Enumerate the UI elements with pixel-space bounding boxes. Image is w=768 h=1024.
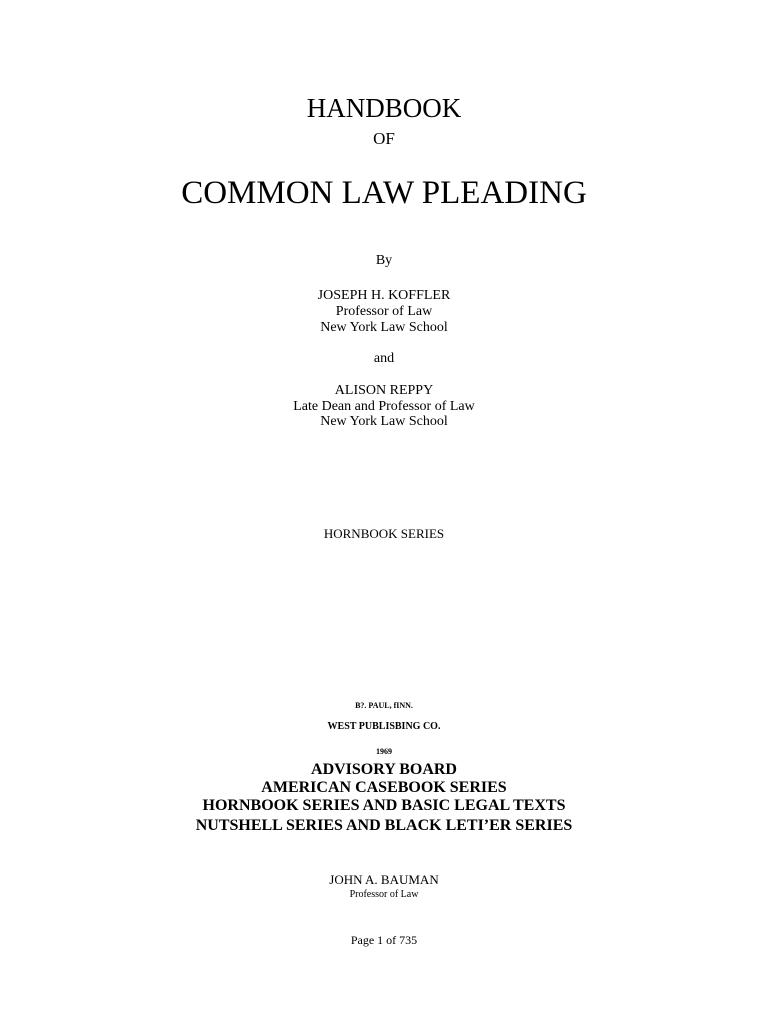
board-member-role: Professor of Law [349, 889, 419, 900]
author2-name: ALISON REPPY [334, 383, 434, 398]
series-label: HORNBOOK SERIES [323, 526, 445, 541]
and-label: and [373, 351, 395, 366]
author1-institution: New York Law School [320, 320, 448, 335]
advisory-line: HORNBOOK SERIES AND BASIC LEGAL TEXTS [202, 797, 566, 814]
main-title: COMMON LAW PLEADING [181, 175, 587, 211]
advisory-line: AMERICAN CASEBOOK SERIES [261, 779, 507, 796]
advisory-line: NUTSHELL SERIES AND BLACK LETI’ER SERIES [195, 817, 573, 834]
author1-role: Professor of Law [335, 304, 433, 319]
page-number: Page 1 of 735 [350, 933, 418, 947]
author1-name: JOSEPH H. KOFFLER [317, 288, 451, 303]
author2-institution: New York Law School [320, 414, 448, 429]
title-handbook: HANDBOOK [306, 93, 462, 123]
advisory-heading: ADVISORY BOARD [311, 761, 457, 778]
publisher-name: WEST PUBLISBING CO. [327, 721, 441, 732]
title-of: OF [373, 129, 395, 148]
author2-role: Late Dean and Professor of Law [293, 399, 475, 414]
by-label: By [375, 253, 393, 268]
board-member-name: JOHN A. BAUMAN [329, 872, 439, 887]
publisher-location: B?. PAUL, fINN. [355, 701, 413, 710]
publication-year: 1969 [376, 747, 392, 756]
